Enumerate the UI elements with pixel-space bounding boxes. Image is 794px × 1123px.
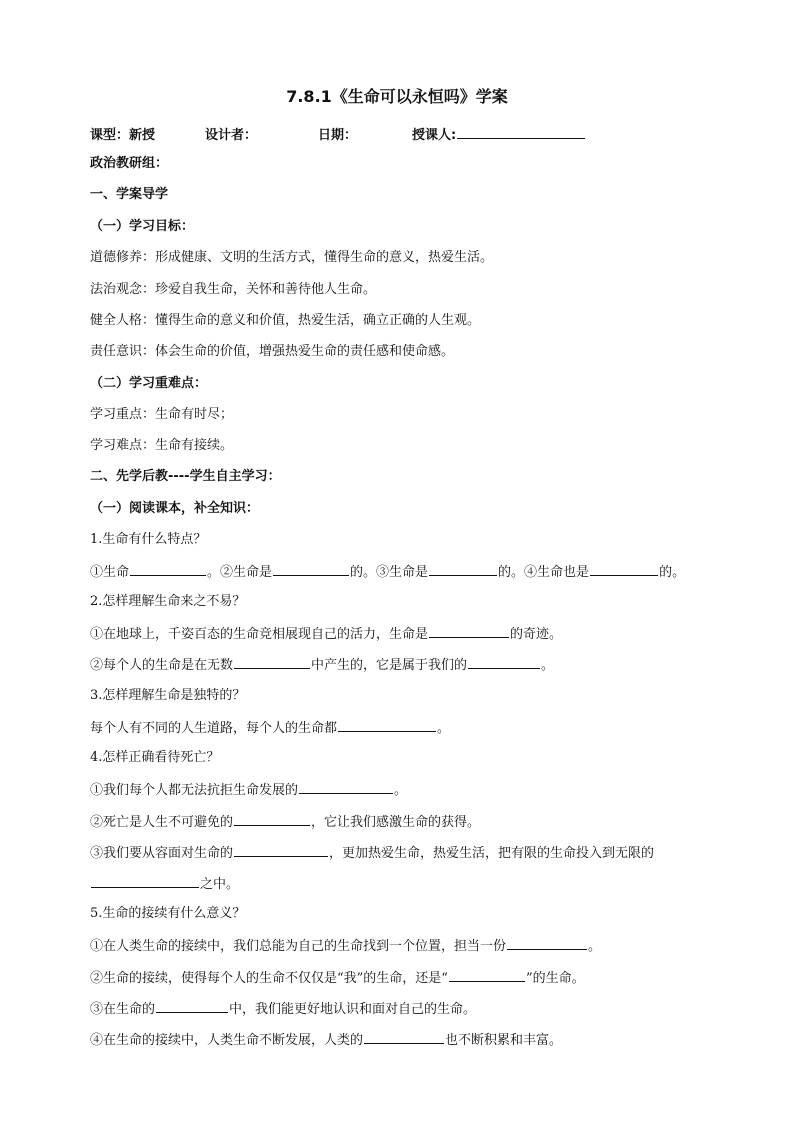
question-2: 2.怎样理解生命来之不易？ — [90, 594, 246, 609]
fill-blank[interactable] — [590, 562, 658, 576]
fill-blank[interactable] — [234, 843, 328, 857]
group-label: 政治教研组： — [90, 156, 169, 171]
fill-blank[interactable] — [507, 936, 587, 950]
designer-label: 设计者： — [205, 128, 258, 143]
fill-blank[interactable] — [91, 874, 199, 888]
date-label: 日期： — [318, 128, 358, 143]
goal-item: 健全人格：懂得生命的意义和价值，热爱生活，确立正确的人生观。 — [90, 313, 481, 328]
question-1: 1.生命有什么特点？ — [90, 532, 207, 547]
key-points-heading: （二）学习重难点： — [90, 376, 208, 391]
fill-blank[interactable] — [364, 1030, 444, 1044]
fill-blank[interactable] — [468, 655, 540, 669]
fill-blank[interactable] — [234, 655, 310, 669]
fill-blank[interactable] — [130, 562, 206, 576]
answer-line: ④在生命的接续中，人类生命不断发展，人类的 也不断积累和丰富。 — [90, 1030, 562, 1050]
answer-line: ①我们每个人都无法抗拒生命发展的 。 — [90, 780, 407, 800]
fill-blank[interactable] — [449, 968, 525, 982]
question-4: 4.怎样正确看待死亡？ — [90, 750, 220, 765]
answer-line: ②生命的接续，使得每个人的生命不仅仅是“我”的生命，还是“ ”的生命。 — [90, 968, 585, 988]
fill-blank[interactable] — [156, 999, 228, 1013]
teacher-blank[interactable] — [457, 125, 585, 139]
teacher-label: 授课人: — [412, 128, 457, 143]
lesson-type: 课型：新授 — [90, 128, 156, 143]
goals-heading: （一）学习目标： — [90, 219, 195, 234]
answer-line: 之中。 — [90, 874, 239, 894]
difficult-point: 学习难点：生命有接续。 — [90, 438, 234, 453]
answer-line: ②每个人的生命是在无数 中产生的，它是属于我们的 。 — [90, 655, 554, 675]
key-point: 学习重点：生命有时尽； — [90, 407, 234, 422]
answer-line: ①生命 。②生命是 的。③生命是 的。④生命也是 的。 — [90, 562, 685, 582]
section-2-heading: 二、先学后教----学生自主学习： — [90, 469, 281, 484]
answer-line: ③我们要从容面对生命的 ，更加热爱生命，热爱生活，把有限的生命投入到无限的 — [90, 843, 654, 863]
goal-item: 道德修养：形成健康、文明的生活方式，懂得生命的意义，热爱生活。 — [90, 250, 494, 265]
answer-line: ③在生命的 中，我们能更好地认识和面对自己的生命。 — [90, 999, 476, 1019]
fill-blank[interactable] — [429, 624, 509, 638]
answer-line: ②死亡是人生不可避免的 ，它让我们感激生命的获得。 — [90, 812, 480, 832]
answer-line: ①在人类生命的接续中，我们总能为自己的生命找到一个位置，担当一份 。 — [90, 936, 601, 956]
goal-item: 法治观念：珍爱自我生命，关怀和善待他人生命。 — [90, 282, 377, 297]
answer-line: ①在地球上，千姿百态的生命竞相展现自己的活力，生命是 的奇迹。 — [90, 624, 562, 644]
fill-blank[interactable] — [273, 562, 349, 576]
question-3: 3.怎样理解生命是独特的？ — [90, 688, 246, 703]
fill-blank[interactable] — [299, 780, 393, 794]
page-title: 7.8.1《生命可以永恒吗》学案 — [286, 87, 508, 106]
teacher-field — [412, 124, 586, 143]
goal-item: 责任意识：体会生命的价值，增强热爱生命的责任感和使命感。 — [90, 344, 455, 359]
fill-blank[interactable] — [429, 562, 497, 576]
fill-blank[interactable] — [338, 718, 436, 732]
question-5: 5.生命的接续有什么意义？ — [90, 906, 246, 921]
fill-blank[interactable] — [234, 812, 310, 826]
reading-heading: （一）阅读课本，补全知识： — [90, 501, 260, 516]
section-1-heading: 一、学案导学 — [90, 187, 169, 202]
answer-line: 每个人有不同的人生道路，每个人的生命都 。 — [90, 718, 450, 738]
